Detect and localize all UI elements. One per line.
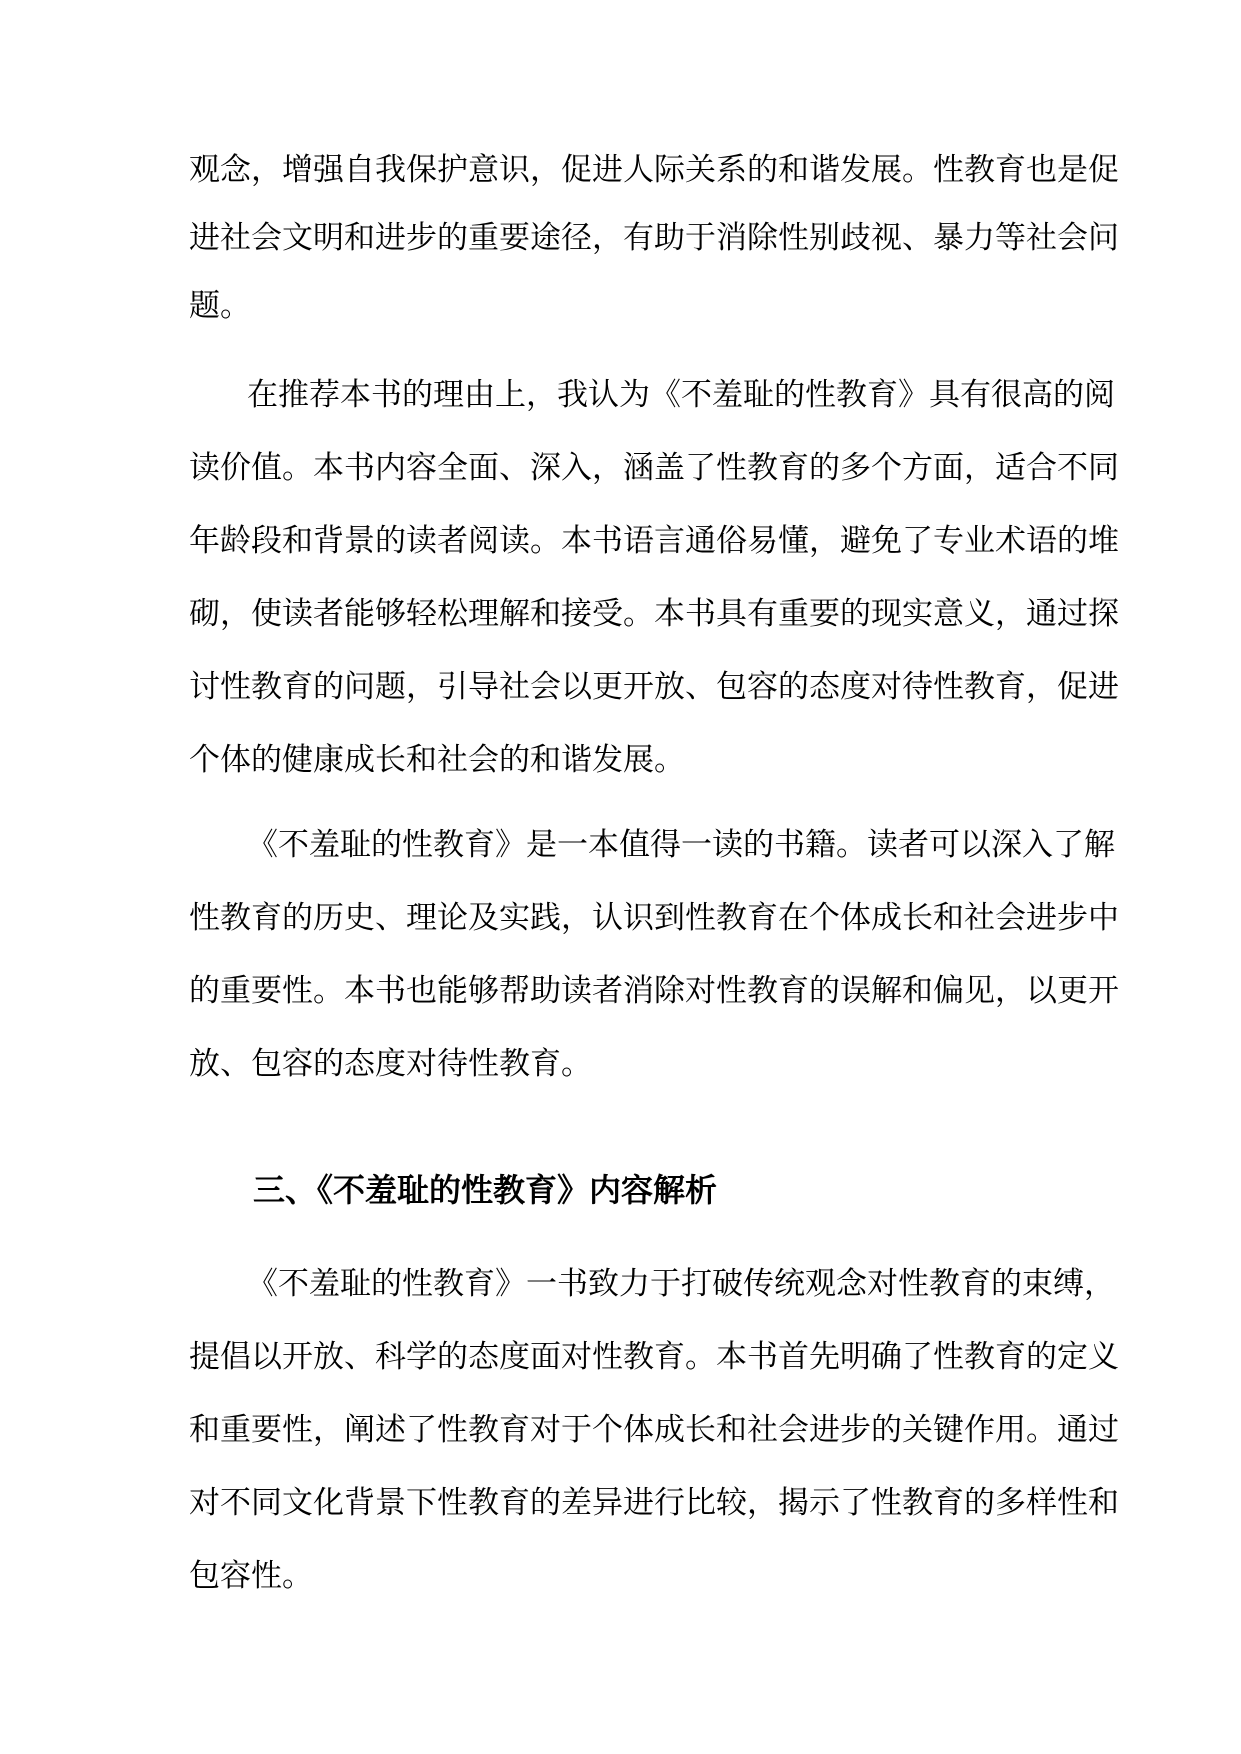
paragraph-line: 《不羞耻的性教育》是一本值得一读的书籍。读者可以深入了解 [247,827,1115,863]
paragraph-line: 《不羞耻的性教育》一书致力于打破传统观念对性教育的束缚， [247,1266,1115,1302]
section-heading: 三、《不羞耻的性教育》内容解析 [253,1171,718,1209]
paragraph-line: 对不同文化背景下性教育的差异进行比较，揭示了性教育的多样性和 [189,1485,1119,1521]
paragraph-line: 年龄段和背景的读者阅读。本书语言通俗易懂，避免了专业术语的堆 [189,523,1119,559]
paragraph-line: 在推荐本书的理由上，我认为《不羞耻的性教育》具有很高的阅 [247,377,1115,413]
paragraph-line: 观念，增强自我保护意识，促进人际关系的和谐发展。性教育也是促 [189,152,1119,188]
paragraph-line: 个体的健康成长和社会的和谐发展。 [189,742,685,778]
paragraph-line: 的重要性。本书也能够帮助读者消除对性教育的误解和偏见，以更开 [189,973,1119,1009]
paragraph-line: 提倡以开放、科学的态度面对性教育。本书首先明确了性教育的定义 [189,1339,1119,1375]
paragraph-line: 性教育的历史、理论及实践，认识到性教育在个体成长和社会进步中 [189,900,1119,936]
paragraph-line: 题。 [189,288,251,324]
paragraph-line: 包容性。 [189,1558,313,1594]
paragraph-line: 进社会文明和进步的重要途径，有助于消除性别歧视、暴力等社会问 [189,220,1119,256]
paragraph-line: 讨性教育的问题，引导社会以更开放、包容的态度对待性教育，促进 [189,669,1119,705]
paragraph-line: 放、包容的态度对待性教育。 [189,1046,592,1082]
paragraph-line: 读价值。本书内容全面、深入，涵盖了性教育的多个方面，适合不同 [189,450,1119,486]
paragraph-line: 砌，使读者能够轻松理解和接受。本书具有重要的现实意义，通过探 [189,596,1119,632]
paragraph-line: 和重要性，阐述了性教育对于个体成长和社会进步的关键作用。通过 [189,1412,1119,1448]
